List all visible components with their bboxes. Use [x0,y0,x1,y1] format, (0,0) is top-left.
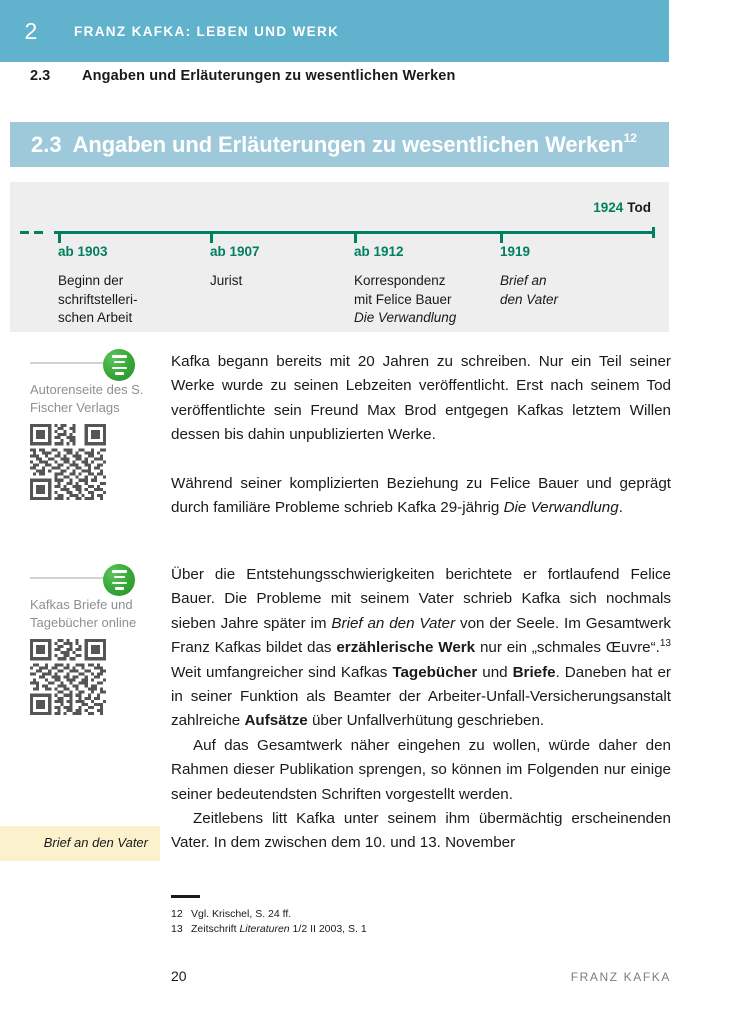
breadcrumb-text: Angaben und Erläuterungen zu wesentlichen Werken [82,68,456,84]
breadcrumb-number: 2.3 [30,68,51,84]
margin-note-briefe-tagebuecher [0,564,160,720]
timeline-axis [20,231,655,234]
section-heading-bar [10,122,669,167]
margin-note-header [0,349,160,381]
paragraph-text: . Daneben hat er in seiner Funktion als Beamter der Arbeiter-Unfall-Versicherungsanstalt zahlreiche [171,663,671,730]
running-head [0,0,669,62]
section-heading-title: Angaben und Erläuterungen zu wesentlichen Werken [72,131,624,157]
section-heading-number: 2.3 [31,131,62,157]
work-title-die-verwandlung: Die Verwandlung [503,499,619,517]
footnote-text: Vgl. Krischel, S. 24 ff. [191,907,292,920]
timeline-entry-year: ab 1907 [210,244,260,259]
timeline-end-text: Tod [627,200,651,215]
timeline-entry-line: den Vater [500,291,559,307]
timeline-panel [10,182,669,332]
timeline-entry [210,244,260,291]
margin-note-caption: Kafkas Briefe und Tagebücher online [30,597,137,630]
footnote-number: 12 [171,907,183,920]
paragraph-text: über Unfallverhütung geschrieben. [307,712,545,730]
footnote-text [191,922,671,937]
timeline-tick-2 [210,234,213,243]
body-paragraph [171,563,671,734]
margin-note-header [0,564,160,596]
timeline-dash-1 [20,231,29,234]
footnote-separator-rule [171,895,200,898]
green-lines-badge-icon [103,349,135,381]
timeline-end-cap [652,227,655,238]
running-head-title: FRANZ KAFKA: LEBEN UND WERK [74,23,340,39]
body-paragraph: Auf das Gesamtwerk näher eingehen zu wollen, würde daher den Rahmen dieser Publikation sprengen, so können im Folgenden nur einige seiner bedeutendsten Schriften vorgestellt werden. [171,736,671,803]
body-paragraph: Kafka begann bereits mit 20 Jahren zu schreiben. Nur ein Teil seiner Werke wurde zu seinen Lebzeiten veröffentlicht. Erst nach seinem Tod veröffentlichte sein Freund Max Brod entgegen Kafkas letztem Willen dessen bis dahin unpublizierten Werke. [171,353,671,444]
qr-code-icon [30,424,106,500]
chapter-number: 2 [24,17,38,44]
footnote-text-part: 1/2 II 2003, S. 1 [289,922,367,935]
breadcrumb [30,68,456,84]
timeline-tick-4 [500,234,503,243]
footnote-marker-13: 13 [659,638,671,650]
timeline-entry-year: 1919 [500,244,531,259]
margin-note-autorenseite [0,349,160,505]
timeline-entry-year: ab 1903 [58,244,108,259]
timeline-entry [58,244,138,328]
paragraph-text: nur ein „schmales Œuvre“. [475,639,660,657]
page-footer [171,968,671,984]
keyword-margin-box [0,826,160,861]
qr-code-icon [30,639,106,715]
timeline-entry-description [500,272,558,309]
page-footer-title: FRANZ KAFKA [570,970,671,984]
green-lines-badge-icon [103,564,135,596]
footnote-text-part: Zeitschrift [191,922,240,935]
body-paragraph: Zeitlebens litt Kafka unter seinem ihm übermächtig erscheinenden Vater. In dem zwischen dem 10. und 13. November [171,810,671,852]
emphasis-tagebuecher: Tagebücher [392,663,478,681]
timeline-end-year: 1924 [593,200,624,215]
timeline-tick-1 [58,234,61,243]
paragraph-text: Weit umfangreicher sind Kafkas [171,663,393,681]
footnote-number: 13 [171,922,183,935]
timeline-entry-line: schen Arbeit [58,310,133,325]
section-heading-footnote-marker: 12 [623,130,637,145]
emphasis-erzaehlerische-werk: erzählerische Werk [336,639,476,657]
timeline-entry-description [58,272,138,328]
timeline-entry-line: Die Verwandlung [354,310,457,325]
timeline-entry-line: Brief an [500,273,547,288]
timeline-entry-line: Beginn der [58,273,124,288]
footnote-item [171,907,671,922]
paragraph-text: und [477,663,513,681]
timeline-entry-description [210,272,260,291]
page-number: 20 [171,968,187,984]
paragraph-text: Während seiner komplizierten Beziehung zu Felice Bauer und geprägt durch familiäre Probleme schrieb Kafka 29-jährig [171,474,671,517]
work-title-brief-an-den-vater: Brief an den Vater [331,614,456,632]
timeline-end-label [593,200,651,215]
body-paragraph [171,472,671,521]
timeline-entry-line: schriftstelleri- [58,291,138,307]
paragraph-text: von der Seele. Im Gesamtwerk Franz Kafkas bildet das [171,614,671,657]
paragraph-text: . [618,499,623,517]
timeline-entry-year: ab 1912 [354,244,404,259]
emphasis-aufsaetze: Aufsätze [244,712,308,730]
margin-note-caption: Autorenseite des S. Fischer Verlags [30,382,144,415]
emphasis-briefe: Briefe [512,663,556,681]
timeline-entry-line: mit Felice Bauer [354,291,452,307]
keyword-margin-label: Brief an den Vater [43,835,148,850]
footnote-item [171,922,671,937]
footnotes [171,895,671,937]
paragraph-text: Über die Entstehungsschwierigkeiten berichtete er fortlaufend Felice Bauer. Die Probleme mit seinem Vater schrieb Kafka sich nochmals sieben Jahre später im [171,566,671,632]
timeline-entry-description [354,272,456,328]
timeline-entry-line: Korrespondenz [354,273,446,288]
timeline-entry-line: Jurist [210,273,243,288]
timeline-entry [354,244,456,328]
body-text-block-2 [171,563,671,856]
body-text-block-1 [171,350,671,520]
timeline-dash-2 [34,231,43,234]
timeline-entry [500,244,558,309]
timeline-tick-3 [354,234,357,243]
footnote-journal-title: Literaturen [239,922,290,935]
